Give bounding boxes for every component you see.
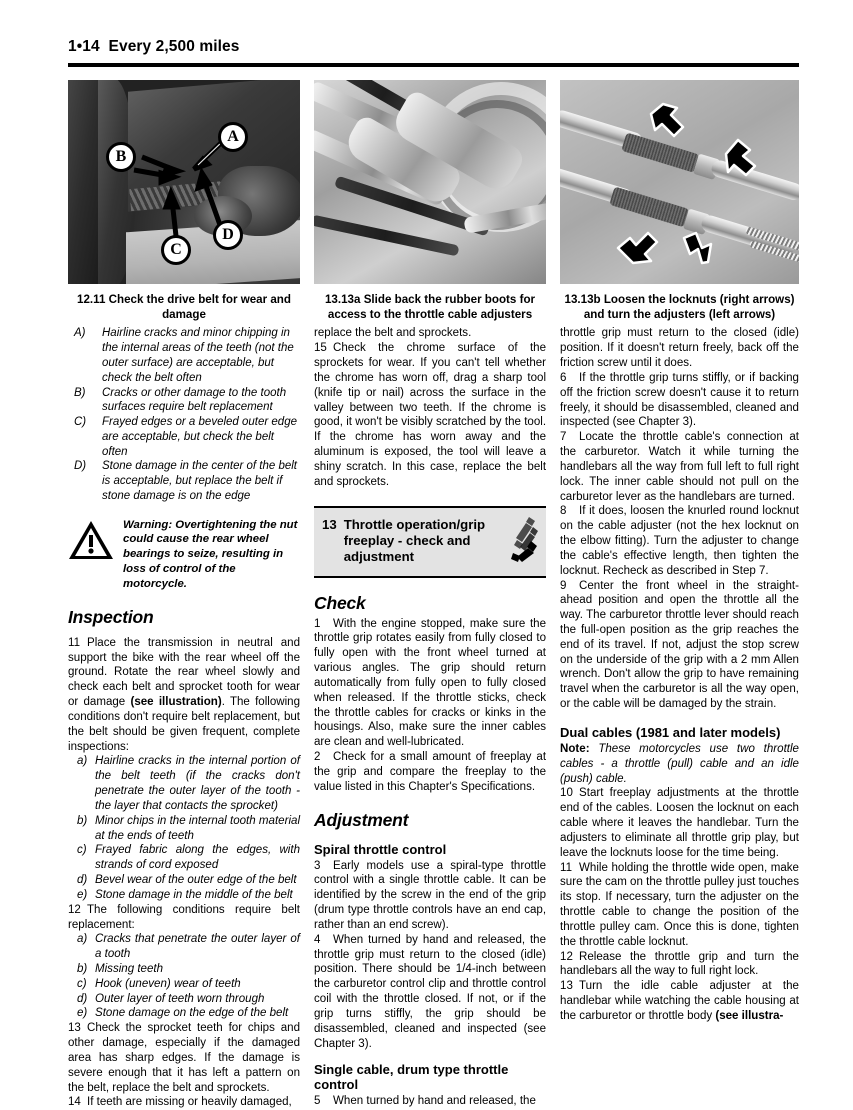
list-item [68,962,300,977]
column2-single-body [314,1094,546,1109]
check-heading: Check [314,592,366,613]
figure-12-11-legend [68,326,300,503]
list-11 [68,754,300,902]
paragraph-12 [68,903,300,933]
legend-label-c: C) [74,416,87,429]
legend-text-b: Cracks or other damage to the tooth surfaces require belt replacement [102,386,287,414]
paragraph-13-text: Turn the idle cable adjuster at the handlebar while watching the cable housing at the carburetor or throttle body [560,980,799,1022]
paragraph-11-number: 11 [560,861,573,874]
list-label: e) [77,1007,88,1020]
list-label: c) [77,844,87,857]
column-2 [314,80,547,1108]
note-paragraph [560,742,799,786]
list-item [68,977,300,992]
legend-label-d: D) [74,460,87,473]
paragraph-15-text: Check the chrome surface of the sprockets for wear. If you can't tell whether the chrome has worn off, drag a sharp tool (knife tip or nail) across the surface in the valley between two teeth. If the chrome is good, it won't be visibly scratched by the tool. If the chrome has worn away and the aluminum is exposed, the tool will leave a shiny scratch. In this case, replace the belt and sprockets. [314,342,547,488]
page-title: Every 2,500 miles [108,38,240,55]
continuation-text: replace the belt and sprockets. [314,327,472,340]
paragraph-13-number: 13 [560,980,573,993]
paragraph-1 [314,617,546,750]
figure-caption-text: Loosen the locknuts (right arrows) and turn the adjusters (left arrows) [583,293,795,321]
continuation-text: throttle grip must return to the closed (idle) position. If it doesn't return freely, back off the friction screw until it does. [560,327,799,370]
paragraph-6 [560,371,799,430]
paragraph-5-number: 5 [314,1095,321,1108]
list-text: Bevel wear of the outer edge of the belt [95,874,297,887]
paragraph-11-number: 11 [68,636,80,649]
paragraph-3-number: 3 [314,859,321,872]
list-label: c) [77,977,87,990]
column2-check-body [314,617,546,795]
figure-ref: 13.13b [564,293,601,306]
paragraph-6-number: 6 [560,371,567,384]
paragraph-4-number: 4 [314,933,321,946]
adjustment-heading: Adjustment [314,809,409,830]
legend-label-a: A) [74,327,86,340]
page-header [68,38,798,56]
note-label: Note: [560,742,590,755]
paragraph-2-number: 2 [314,751,321,764]
column3-body [560,326,799,712]
figure-13-13b-caption [560,293,799,322]
page-header-text [68,38,798,56]
paragraph-14 [68,1095,300,1110]
paragraph-1-number: 1 [314,617,321,630]
callout-b: B [106,142,136,172]
list-text: Hook (uneven) wear of teeth [95,977,241,990]
spanner-difficulty-icon [509,515,539,568]
figure-ref: 12.11 [77,293,106,306]
paragraph-9-number: 9 [560,579,567,592]
figure-ref: 13.13a [324,293,361,306]
list-text: Missing teeth [95,962,164,975]
figure-caption-text: Check the drive belt for wear and damage [108,293,291,321]
paragraph-10-text: Start freeplay adjustments at the throttle end of the cables. Loosen the locknut on each cable where it leaves the handlebar. Turn the adjusters to eliminate all throttle grip play, but leave the locknuts loose for the time being. [560,787,799,859]
paragraph-15 [314,341,546,489]
paragraph-2-text: Check for a small amount of freeplay at the grip and compare the freeplay to the value listed in this Chapter's Specifications. [314,751,547,793]
paragraph-8-number: 8 [560,505,567,518]
paragraph-12 [560,950,799,980]
paragraph-12-text: Release the throttle grip and turn the handlebars all the way to full right lock. [560,950,799,978]
paragraph-11-text: While holding the throttle wide open, make sure the cam on the throttle pulley just touches its stop. If necessary, turn the adjuster on the throttle cable to change the position of the throttle pulley cam. Once this is done, tighten the throttle cable locknut. [560,861,799,948]
paragraph-14-number: 14 [68,1096,81,1109]
paragraph-2 [314,750,546,794]
dual-cables-heading: Dual cables (1981 and later models) [560,724,781,740]
warning-triangle-icon [68,518,114,565]
list-item [68,843,300,873]
header-divider [68,63,799,67]
figure-caption-text: Slide back the rubber boots for access to the throttle cable adjusters [327,293,536,321]
paragraph-11-text-b: . The following conditions don't require belt replacement, but the belt should be given frequent, complete inspections: [68,696,301,753]
content-columns [68,80,799,1109]
column2-body-top [314,326,546,489]
paragraph-8 [560,504,799,578]
callout-c: C [161,235,191,265]
list-item [68,992,300,1007]
list-item [68,814,300,844]
paragraph-15-number: 15 [314,342,327,355]
list-label: d) [77,874,88,887]
list-text: Stone damage in the middle of the belt [95,888,293,901]
callout-a: A [218,122,248,152]
list-12 [68,932,300,1021]
figure-12-11-caption [68,293,300,322]
paragraph-13-text: Check the sprocket teeth for chips and other damage, especially if the damaged area has sharp edges. If the damage is severe enough that it has left a pattern on the belt, replace the belt and sprockets. [68,1022,301,1094]
list-label: a) [77,755,88,768]
list-text: Cracks that penetrate the outer layer of a tooth [95,933,301,961]
warning-box [68,518,300,592]
paragraph-11-bold: (see illustration) [130,696,222,709]
paragraph-10 [560,786,799,860]
paragraph-5-text: When turned by hand and released, the [333,1095,536,1108]
list-text: Frayed fabric along the edges, with strands of cord exposed [95,844,301,872]
list-item [68,873,300,888]
list-text: Minor chips in the internal tooth material at the ends of teeth [95,814,301,842]
inspection-heading: Inspection [68,606,154,627]
column-1 [68,80,301,1109]
column2-adjustment-body [314,859,546,1052]
legend-text-a: Hairline cracks and minor chipping in the internal areas of the teeth (not the outer surface) are acceptable, but check the belt often [102,327,294,384]
paragraph-13-number: 13 [68,1022,81,1035]
paragraph-11-text-a: Place the transmission in neutral and support the bike with the rear wheel off the ground. Rotate the rear wheel slowly and check each belt and sprocket tooth for wear or damage [68,636,301,709]
list-text: Stone damage on the edge of the belt [95,1007,289,1020]
paragraph-11 [68,636,300,755]
paragraph-11 [560,861,799,950]
figure-13-13a-caption [314,293,546,322]
column3-dual-body [560,742,799,1024]
paragraph-12-text: The following conditions require belt replacement: [68,903,301,931]
paragraph-5 [314,1094,546,1109]
list-label: d) [77,992,88,1005]
legend-text-c: Frayed edges or a beveled outer edge are acceptable, but check the belt often [102,416,297,458]
column-3 [560,80,799,1030]
photo-arrows [560,80,799,284]
paragraph-12-number: 12 [560,950,573,963]
list-label: b) [77,962,88,975]
paragraph-7 [560,430,799,504]
paragraph-4-text: When turned by hand and released, the throttle grip must return to the closed (idle) position. There should be 1/4-inch between the carburetor control clip and throttle control coil with the throttle closed. If not, or if the grip turns stiffly, the grip should be disassembled, cleaned and inspected (see Chapter 3). [314,933,547,1050]
paragraph-9-text: Center the front wheel in the straight-ahead position and open the throttle all the way. The carburetor throttle lever should reach the full-open position as the grip reaches the end of its travel. If not, adjust the stop screw on the underside of the grip with a 2 mm Allen wrench. Don't allow the grip to have remaining travel when the carburetor is all the way open, or the cable will be damaged by the strain. [560,579,799,711]
list-item [68,932,300,962]
legend-item-d [68,459,300,503]
figure-13-13b-photo [560,80,799,284]
paragraph-10-number: 10 [560,787,573,800]
list-item [68,754,300,813]
legend-item-a [68,326,300,385]
paragraph-6-text: If the throttle grip turns stiffly, or if backing off the friction screw doesn't cause it to return freely, it should be disassembled, cleaned and inspected (see Chapter 3). [560,371,799,429]
legend-item-c [68,415,300,459]
single-cable-heading: Single cable, drum type throttle control [314,1062,509,1093]
paragraph-4 [314,933,546,1052]
figure-12-11-photo [68,80,300,284]
paragraph-12-number: 12 [68,903,81,916]
list-label: a) [77,933,88,946]
warning-text: Warning: Overtightening the nut could cause the rear wheel bearings to seize, resulting in loss of control of the motorcycle. [123,518,298,590]
list-label: e) [77,888,88,901]
section-title: Throttle operation/grip freeplay - check and adjustment [343,516,486,565]
legend-text-d: Stone damage in the center of the belt is acceptable, but replace the belt if stone damage is on the edge [102,460,297,502]
paragraph-3-text: Early models use a spiral-type throttle control with a single throttle cable. It can be identified by the screw in the end of the grip (drum type throttle controls have an end cap, rather than an end screw). [314,859,547,931]
column1-body [68,636,300,1110]
callout-d: D [213,220,243,250]
figure-13-13a-photo [314,80,546,284]
paragraph-13-bold: (see illustra- [715,1009,784,1022]
paragraph-13 [68,1021,300,1095]
page-number: 1•14 [68,38,100,55]
paragraph-7-number: 7 [560,431,567,444]
list-text: Hairline cracks in the internal portion of the belt teeth (if the cracks don't penetrate the outer layer of the tooth - the layer that contacts the sprocket) [95,755,301,812]
legend-label-b: B) [74,386,86,399]
list-item [68,888,300,903]
spiral-throttle-heading: Spiral throttle control [314,841,447,857]
paragraph-1-text: With the engine stopped, make sure the throttle grip rotates easily from fully closed to fully open with the front wheel turned at various angles. The grip should return automatically from fully open to fully closed when released. If the throttle sticks, check the throttle cables for cracks or kinks in the housings. Also, make sure the inner cables are clean and well-lubricated. [314,617,547,749]
paragraph-9 [560,579,799,712]
paragraph-13 [560,979,799,1023]
section-number: 13 [322,516,337,532]
section-13-header [314,506,546,578]
paragraph-3 [314,859,546,933]
legend-item-b [68,386,300,416]
paragraph-7-text: Locate the throttle cable's connection at the carburetor. Watch it while turning the handlebars all the way from full left to full right lock. The inner cable should not pull on the carburetor lever as the handlebars are turned. [560,431,799,503]
paragraph-14-text: If teeth are missing or heavily damaged, [87,1096,292,1109]
list-label: b) [77,814,88,827]
note-text: These motorcycles use two throttle cables - a throttle (pull) cable and an idle (push) cable. [560,742,799,785]
paragraph-8-text: If it does, loosen the knurled round locknut on the cable adjuster (not the hex locknut on the elbow fitting). Turn the adjuster to change the cable's effective length, then tighten the locknut. Recheck as described in Step 7. [560,505,799,577]
list-item [68,1006,300,1021]
list-text: Outer layer of teeth worn through [95,992,265,1005]
